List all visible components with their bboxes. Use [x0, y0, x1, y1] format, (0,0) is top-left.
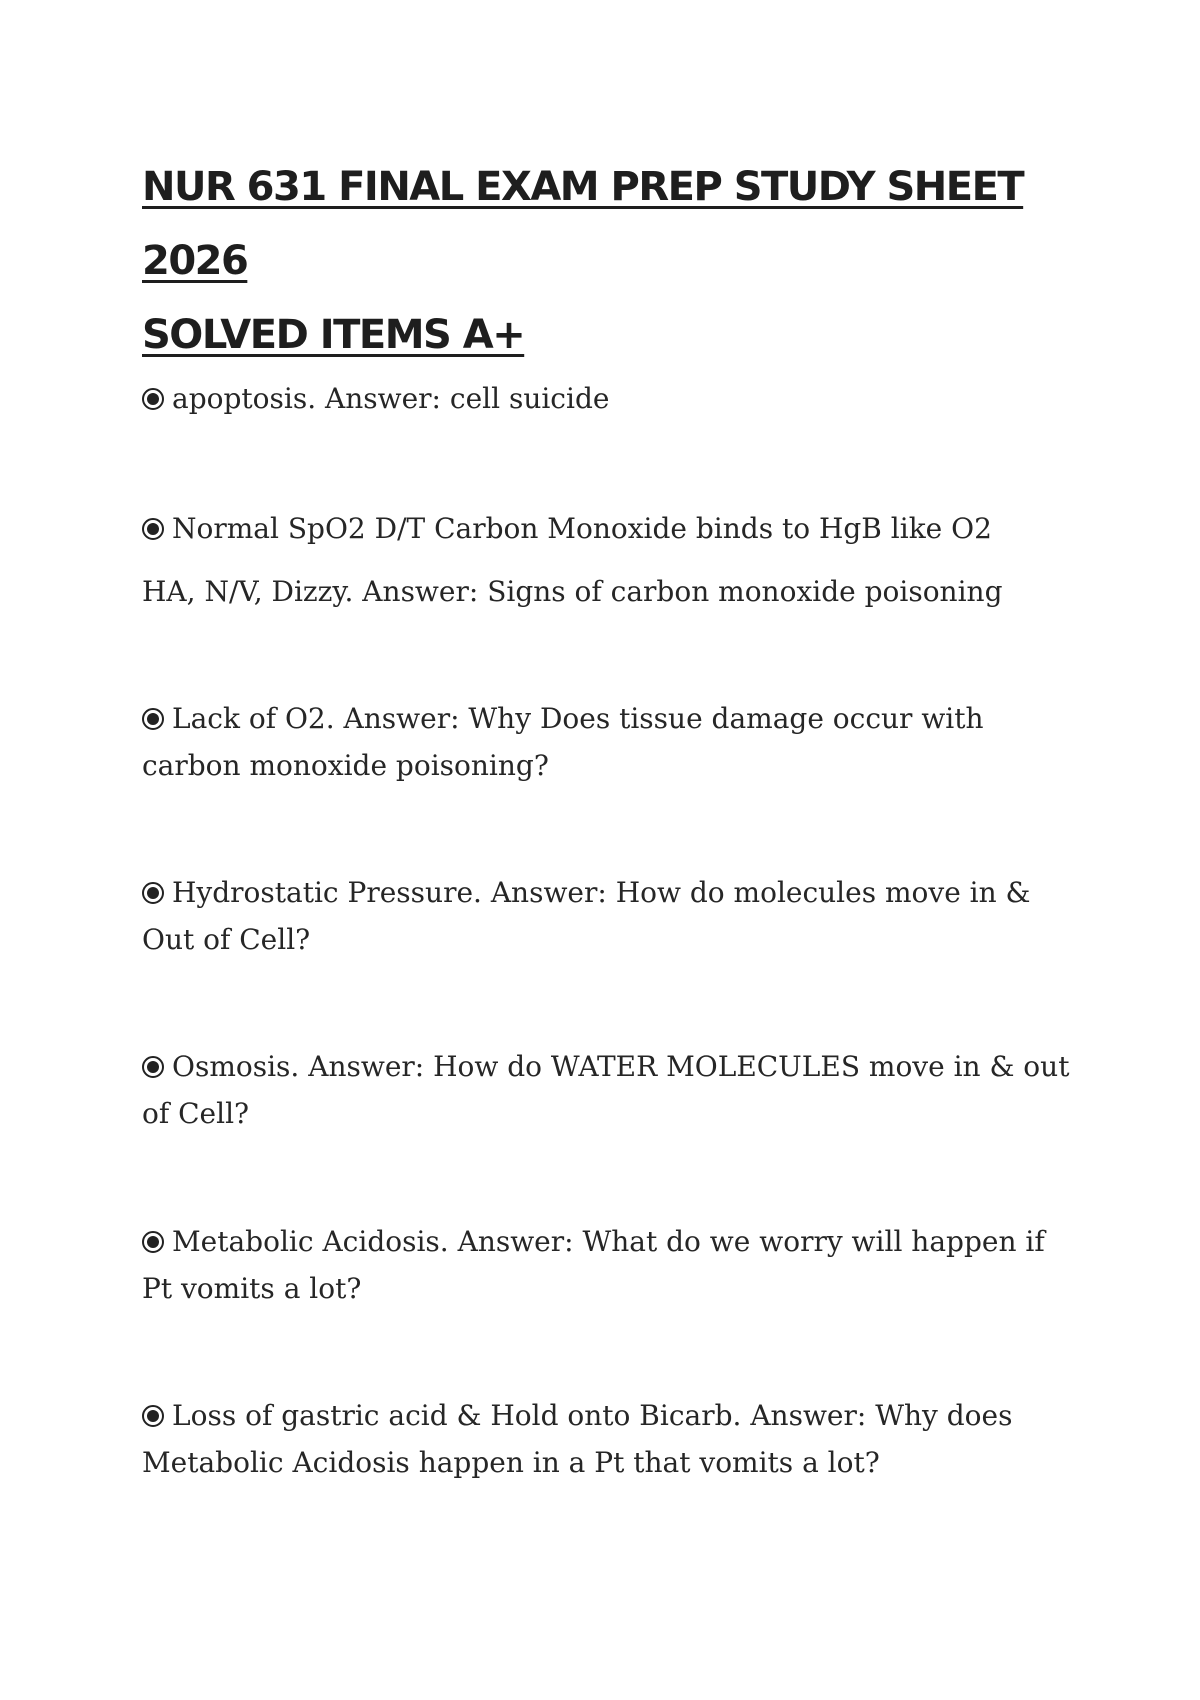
title-line-2: SOLVED ITEMS A+ — [142, 312, 525, 358]
list-item — [142, 375, 1072, 422]
title-line-1: NUR 631 FINAL EXAM PREP STUDY SHEET 2026 — [142, 164, 1024, 284]
item-text: apoptosis. Answer: cell suicide — [172, 382, 610, 415]
list-item — [142, 505, 1072, 615]
bullet-icon — [142, 388, 164, 410]
bullet-icon — [142, 1056, 164, 1078]
item-text-continued: HA, N/V, Dizzy. Answer: Signs of carbon monoxide poisoning — [142, 575, 1003, 608]
bullet-icon — [142, 518, 164, 540]
item-text: Loss of gastric acid & Hold onto Bicarb. Answer: Why does Metabolic Acidosis happen in a Pt that vomits a lot? — [142, 1399, 1013, 1479]
document-title — [142, 150, 1072, 372]
item-text: Metabolic Acidosis. Answer: What do we worry will happen if Pt vomits a lot? — [142, 1225, 1045, 1305]
item-text: Hydrostatic Pressure. Answer: How do molecules move in & Out of Cell? — [142, 876, 1031, 956]
item-text: Normal SpO2 D/T Carbon Monoxide binds to HgB like O2 — [172, 512, 992, 545]
list-item — [142, 1392, 1072, 1486]
bullet-icon — [142, 1231, 164, 1253]
bullet-icon — [142, 1405, 164, 1427]
item-text: Osmosis. Answer: How do WATER MOLECULES move in & out of Cell? — [142, 1050, 1070, 1130]
item-text: Lack of O2. Answer: Why Does tissue damage occur with carbon monoxide poisoning? — [142, 702, 984, 782]
list-item — [142, 1218, 1072, 1312]
list-item — [142, 869, 1072, 963]
bullet-icon — [142, 708, 164, 730]
bullet-icon — [142, 882, 164, 904]
list-item — [142, 695, 1072, 789]
list-item — [142, 1043, 1072, 1137]
